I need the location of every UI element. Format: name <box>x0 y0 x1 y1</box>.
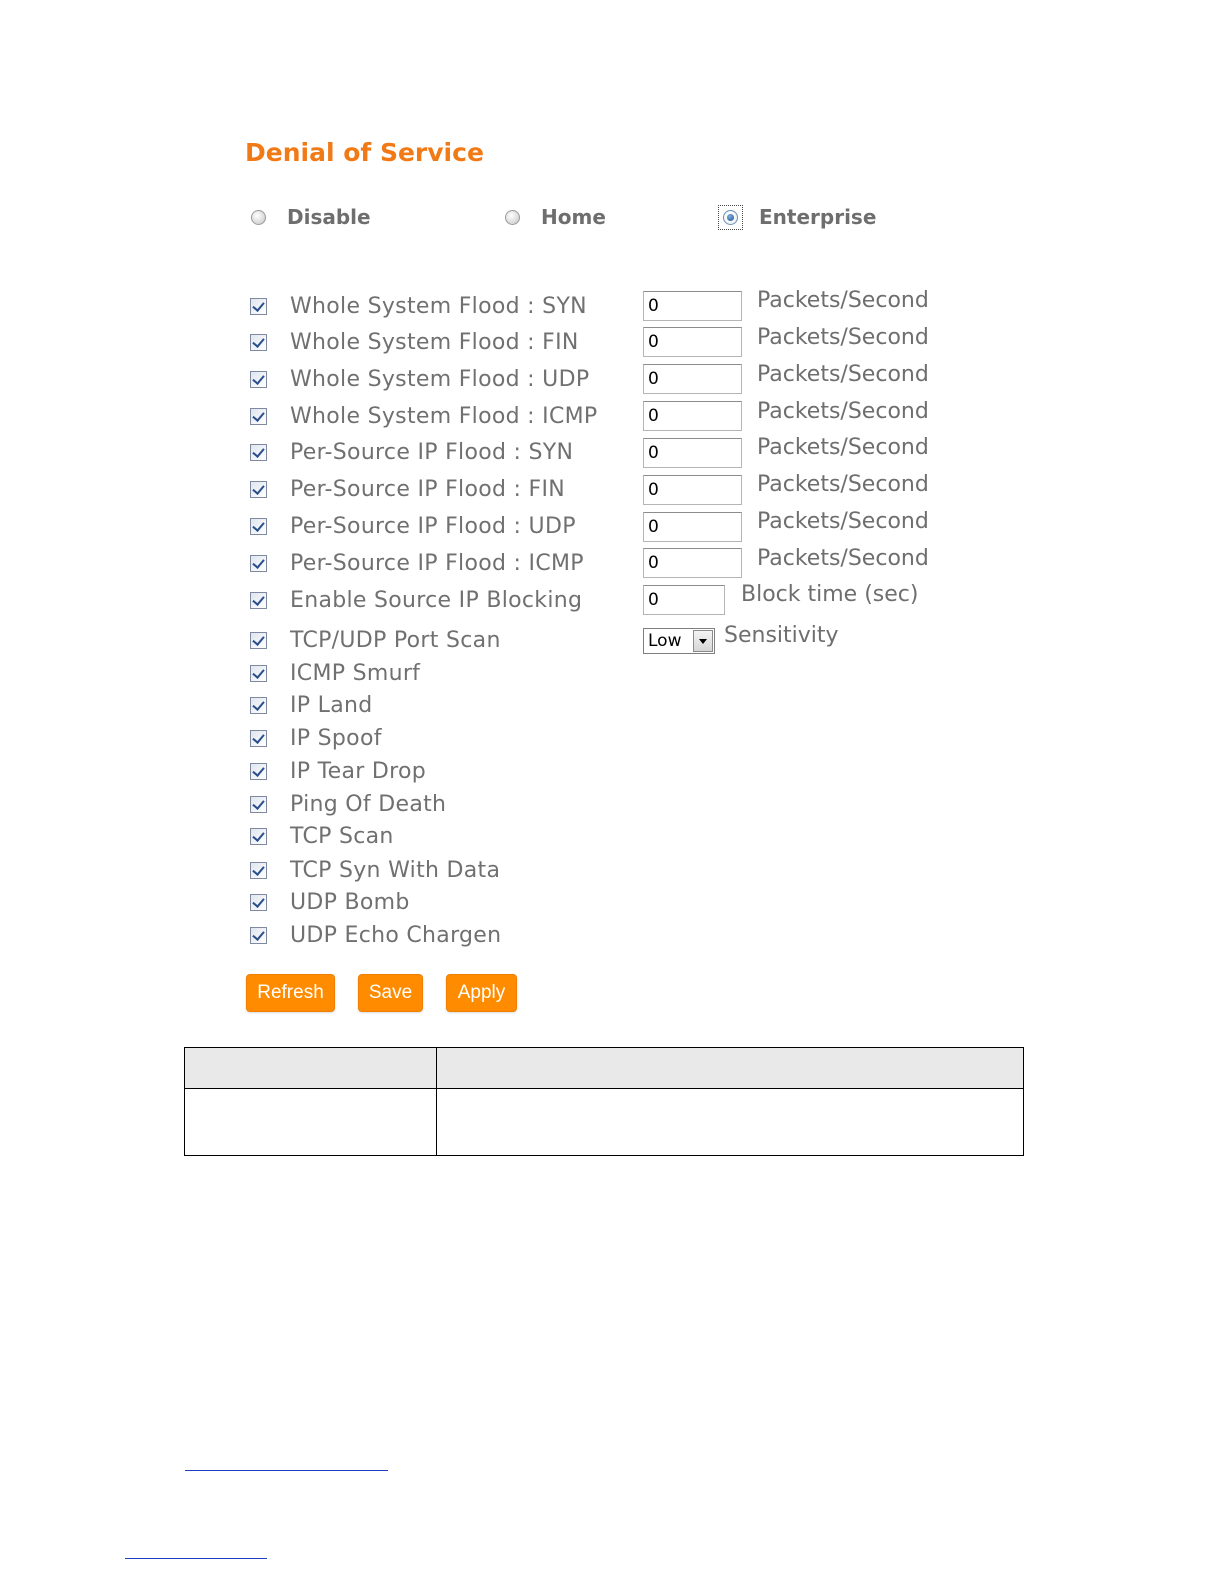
threshold-input-source-icmp[interactable]: 0 <box>643 548 742 578</box>
checkbox-ip-spoof[interactable] <box>250 730 267 747</box>
description-table <box>184 1047 1024 1156</box>
option-row <box>250 789 447 819</box>
mode-radio-group <box>0 202 1224 232</box>
option-row <box>250 723 382 753</box>
option-label: UDP Echo Chargen <box>290 922 502 948</box>
footnote-separator-line <box>185 1470 388 1471</box>
option-label: ICMP Smurf <box>290 660 421 686</box>
radio-focus-outline <box>718 205 743 230</box>
option-row <box>250 756 427 786</box>
table-cell <box>185 1089 437 1156</box>
option-row <box>250 511 576 541</box>
mode-enterprise[interactable] <box>718 202 876 232</box>
threshold-input-whole-udp[interactable]: 0 <box>643 364 742 394</box>
chevron-down-icon[interactable] <box>693 630 713 652</box>
sensitivity-value: Low <box>648 631 682 651</box>
table-row <box>185 1089 1024 1156</box>
unit-label: Packets/Second <box>757 546 929 571</box>
table-header-row <box>185 1048 1024 1089</box>
option-label: Ping Of Death <box>290 791 447 817</box>
option-label: Whole System Flood : UDP <box>290 366 590 392</box>
checkbox-ip-tear-drop[interactable] <box>250 763 267 780</box>
option-row <box>250 920 502 950</box>
option-label: Per-Source IP Flood : UDP <box>290 513 576 539</box>
sensitivity-select[interactable] <box>643 628 715 654</box>
option-row <box>250 855 501 885</box>
option-row <box>250 327 579 357</box>
option-row <box>250 690 373 720</box>
mode-home[interactable] <box>505 202 606 232</box>
checkbox-ip-land[interactable] <box>250 697 267 714</box>
mode-label-enterprise: Enterprise <box>759 205 877 229</box>
checkbox-per-source-flood-icmp[interactable] <box>250 555 267 572</box>
option-row <box>250 887 410 917</box>
unit-label: Packets/Second <box>757 509 929 534</box>
threshold-input-whole-icmp[interactable]: 0 <box>643 401 742 431</box>
checkbox-whole-system-flood-udp[interactable] <box>250 371 267 388</box>
checkbox-whole-system-flood-syn[interactable] <box>250 298 267 315</box>
option-row <box>250 821 394 851</box>
option-label: IP Tear Drop <box>290 758 427 784</box>
table-header-cell <box>185 1048 437 1089</box>
unit-label: Block time (sec) <box>741 582 919 607</box>
refresh-button[interactable]: Refresh <box>246 974 335 1012</box>
checkbox-per-source-flood-syn[interactable] <box>250 444 267 461</box>
option-row <box>250 625 501 655</box>
radio-disable[interactable] <box>251 210 266 225</box>
option-label: UDP Bomb <box>290 889 410 915</box>
checkbox-source-ip-blocking[interactable] <box>250 592 267 609</box>
checkbox-udp-bomb[interactable] <box>250 894 267 911</box>
checkbox-whole-system-flood-fin[interactable] <box>250 334 267 351</box>
page-title: Denial of Service <box>245 138 484 167</box>
option-row <box>250 291 587 321</box>
option-label: Whole System Flood : SYN <box>290 293 587 319</box>
checkbox-icmp-smurf[interactable] <box>250 665 267 682</box>
checkbox-whole-system-flood-icmp[interactable] <box>250 408 267 425</box>
unit-label: Packets/Second <box>757 288 929 313</box>
option-label: Whole System Flood : FIN <box>290 329 579 355</box>
footnote-separator-line <box>125 1558 267 1559</box>
table-cell <box>437 1089 1024 1156</box>
block-time-input[interactable]: 0 <box>643 585 725 615</box>
threshold-input-whole-syn[interactable]: 0 <box>643 291 742 321</box>
option-label: Per-Source IP Flood : ICMP <box>290 550 584 576</box>
threshold-input-source-syn[interactable]: 0 <box>643 438 742 468</box>
unit-label: Packets/Second <box>757 435 929 460</box>
apply-button[interactable]: Apply <box>446 974 517 1012</box>
option-row <box>250 401 598 431</box>
checkbox-tcp-scan[interactable] <box>250 828 267 845</box>
option-label: IP Land <box>290 692 373 718</box>
option-row <box>250 585 583 615</box>
option-label: Per-Source IP Flood : FIN <box>290 476 566 502</box>
option-row <box>250 437 574 467</box>
table-header-cell <box>437 1048 1024 1089</box>
checkbox-per-source-flood-fin[interactable] <box>250 481 267 498</box>
radio-enterprise[interactable] <box>723 210 738 225</box>
mode-label-disable: Disable <box>287 205 371 229</box>
unit-label: Packets/Second <box>757 362 929 387</box>
unit-label: Packets/Second <box>757 399 929 424</box>
unit-label: Packets/Second <box>757 325 929 350</box>
option-label: TCP Syn With Data <box>290 857 501 883</box>
option-label: Enable Source IP Blocking <box>290 587 583 613</box>
option-row <box>250 658 421 688</box>
option-label: Per-Source IP Flood : SYN <box>290 439 574 465</box>
checkbox-tcp-syn-with-data[interactable] <box>250 862 267 879</box>
option-label: TCP Scan <box>290 823 394 849</box>
mode-disable[interactable] <box>251 202 371 232</box>
radio-home[interactable] <box>505 210 520 225</box>
unit-label: Sensitivity <box>724 623 839 648</box>
option-row <box>250 364 590 394</box>
threshold-input-source-udp[interactable]: 0 <box>643 512 742 542</box>
checkbox-per-source-flood-udp[interactable] <box>250 518 267 535</box>
save-button[interactable]: Save <box>358 974 423 1012</box>
checkbox-udp-echo-chargen[interactable] <box>250 927 267 944</box>
mode-label-home: Home <box>541 205 606 229</box>
option-row <box>250 548 584 578</box>
option-row <box>250 474 566 504</box>
option-label: TCP/UDP Port Scan <box>290 627 501 653</box>
unit-label: Packets/Second <box>757 472 929 497</box>
threshold-input-whole-fin[interactable]: 0 <box>643 327 742 357</box>
checkbox-ping-of-death[interactable] <box>250 796 267 813</box>
threshold-input-source-fin[interactable]: 0 <box>643 475 742 505</box>
option-label: Whole System Flood : ICMP <box>290 403 598 429</box>
option-label: IP Spoof <box>290 725 382 751</box>
checkbox-port-scan[interactable] <box>250 632 267 649</box>
